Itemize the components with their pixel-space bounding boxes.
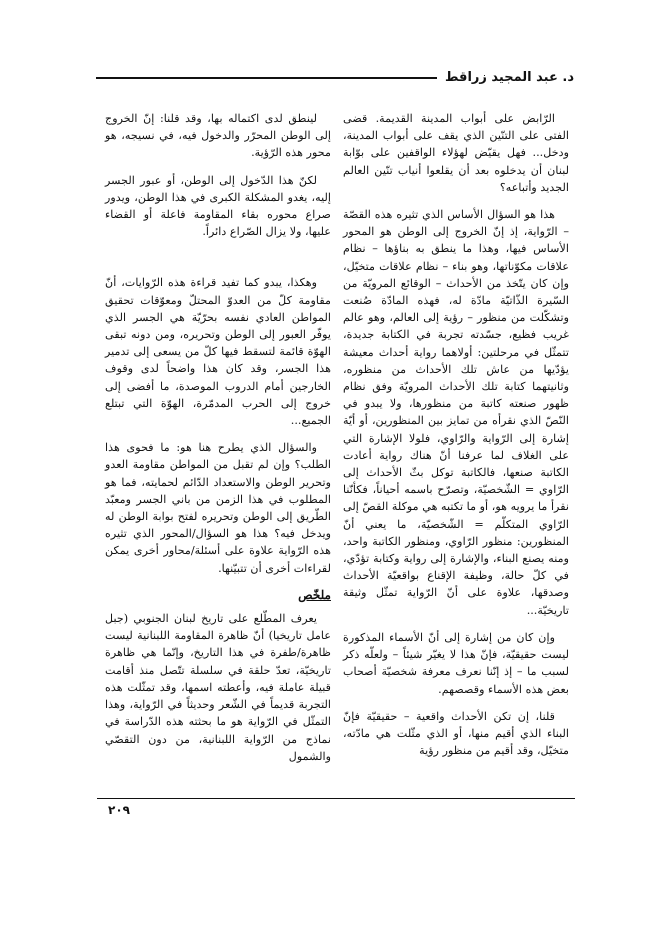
paragraph: لينطق لدى اكتماله بها، وقد قلنا: إنّ الخروج إلى الوطن المحرّر والدخول فيه، في نسيجه، هو محور هذه الرّؤية.: [105, 112, 331, 160]
paragraph: لكنّ هذا الدّخول إلى الوطن، أو عبور الجسر إليه، يغدو المشكلة الكبرى في هذا الوطن، ويدور صراع محوره بقاء المقاومة فاعلة أو القضاء عليها، ولا يزال الصّراع دائراً.: [105, 173, 331, 239]
header-rule: [96, 77, 437, 79]
section-heading: ملخّص: [298, 587, 331, 602]
paragraph: الرّابض على أبواب المدينة القديمة. قضى الفتى على التنّين الذي يقف على أبواب المدينة، ودخل... فهل يقيّض لهؤلاء الواقفين على بوّابة لبنان أن يدخلوه بعد أن يقلعوا أنياب تنّين العالم الجديد وأتباعه؟: [343, 112, 569, 194]
paragraph: وإن كان من إشارة إلى أنّ الأسماء المذكورة ليست حقيقيّة، فإنّ هذا لا يغيّر شيئاً – ولعلّه ذكر لسبب ما – إذ إنّنا نعرف معرفة شخصيّة أصحاب بعض هذه الأسماء وقصصهم.: [343, 630, 569, 696]
page-number: ٢٠٩: [108, 803, 130, 817]
footer-rule: [97, 798, 575, 799]
paragraph: يعرف المطّلع على تاريخ لبنان الجنوبي (جبل عامل تاريخيا) أنّ ظاهرة المقاومة اللبنانية ليست ظاهرة/طفرة في هذا التاريخ، وإنّما هي ظاهرة تاريخيّة، تعدّ حلقة في سلسلة تتّصل منذ أقامت قبيلة عاملة فيه، وأعطته اسمها، وقد تمثّلت هذه التجربة قديماً في الشّعر وحديثاً في الرّواية، وهذا التمثّل في الرّواية هو ما بحثته هذه الدّراسة في نماذج من الرّواية اللبنانية، من دون التقصّي والشمول: [105, 612, 331, 763]
paragraph: هذا هو السؤال الأساس الذي تثيره هذه القصّة – الرّواية، إذ إنّ الخروج إلى الوطن هو المحور الأساس فيها، وهذا ما ينطق به بناؤها – نظام علاقات مكوّناتها، وهو بناء – نظام علاقات متخيّل، وإن كان يتّخذ من الأحداث – الوقائع المرويّة من السّيرة الذّاتيّة مادّة له، فهذه المادّة صُنعت وتشكّلت من منظور – رؤية إلى العالم، وهو عالم غريب فظيع، جسّدته تجربة في الكتابة جديدة، تتمثّل في مرحلتين: أولاهما رواية أحداث معيشة يؤدّيها من عاش تلك الأحداث من منظوره، وثانيتهما كتابة تلك الأحداث المرويّة وفق نظام ظهور صنعته كاتبة من منظورها، ولا يبدو في النّصّ الذي نقرأه من تمايز بين المنظورين، أو أيّة إشارة إلى الرّواية والرّاوي، فلولا الإشارة التي على الغلاف لما عرفنا أنّ هناك رواية أعادت الكاتبة صنعها، فالكاتبة توكل بثّ الأحداث إلى الرّاوي = الشّخصيّة، وتصرّح باسمه أحياناً، فكأنّنا نقرأ ما يرويه هو، أو ما تكتبه هي موكلة القصّ إلى الرّاوي المتكلّم = الشّخصيّة، ما يعني أنّ المنظورين: منظور الرّاوي، ومنظور الكاتبة واحد، ومنه يصنع البناء، والإشارة إلى رواية وكتابة تؤدّي، في كلّ حالة، وظيفة الإقناع بواقعيّة الأحداث وصدقها، علاوة على أنّ الرّواية تمثّل وثيقة تاريخيّة...: [343, 208, 569, 617]
author-name: د. عبد المجيد زراقط: [445, 69, 574, 85]
paragraph: والسؤال الذي يطرح هنا هو: ما فحوى هذا الطلب؟ وإن لم تقبل من المواطن مقاومة العدو وتحرير الوطن والاستعداد الدّائم لحمايته، فما هو المطلوب في هذا الزمن من باني الجسر ومعبّد الطّريق إلى الوطن وتحريره لفتح بوابة الوطن له ويدخل فيه؟ هذا هو السؤال/المحور الذي تثيره هذه الرّواية علاوة على أسئلة/محاور أخرى يمكن لقراءات أخرى أن تتبيّنها.: [105, 441, 331, 575]
right-column: [343, 110, 569, 769]
paragraph: قلنا، إن تكن الأحداث واقعية – حقيقيّة فإنّ البناء الذي أقيم منها، أو الذي مثّلت هي مادّته، متخيّل، وقد أقيم من منظور رؤية: [343, 709, 569, 758]
paragraph: وهكذا، يبدو كما تفيد قراءة هذه الرّوايات، أنّ مقاومة كلّ من العدوّ المحتلّ ومعوّقات تحقيق المواطن العادي نفسه بحرّيّة هي الجسر الذي يوفّر العبور إلى الوطن وتحريره، ومن دونه تبقى الهوّة قائمة لتسقط فيها كلّ من يسعى إلى تدمير هذا الجسر، وقد كان هذا واضحاً لدى وقوف الخارجين أمام الدروب الموصدة، ما أفضى إلى خروج إلى الحرب المدمّرة، الهوّة التي تبتلع الجميع...: [105, 276, 331, 428]
running-header: [96, 66, 574, 88]
left-column: [105, 110, 331, 775]
